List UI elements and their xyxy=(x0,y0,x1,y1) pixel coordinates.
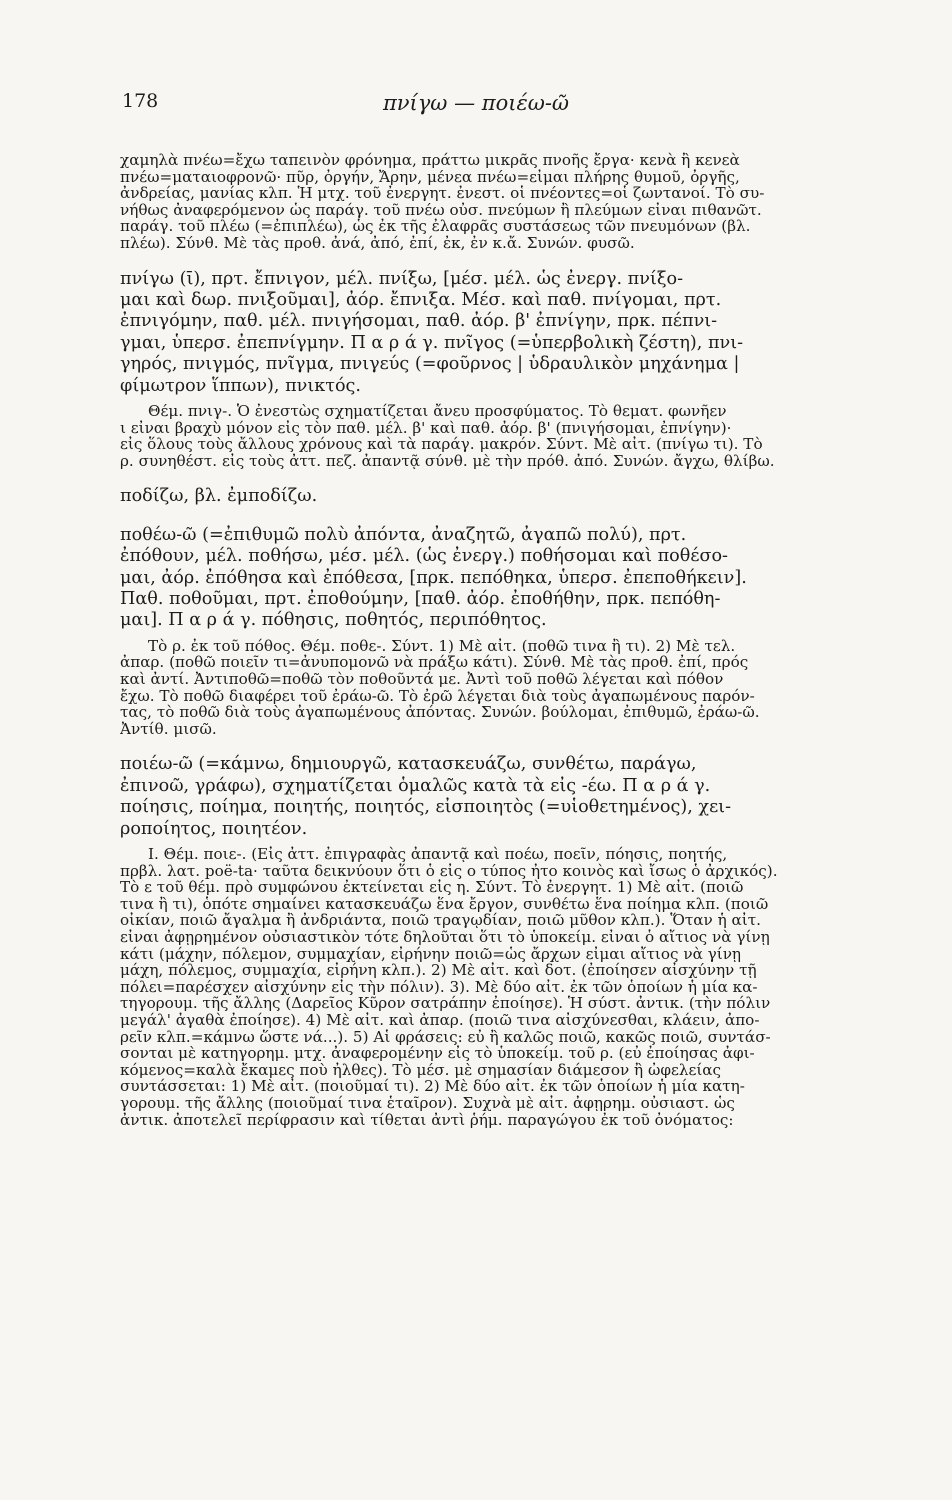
text-line: ἐπνιγόμην, παθ. μέλ. πνιγήσομαι, παθ. ἀόρ. β' ἐπνίγην, πρκ. πέπνι- xyxy=(120,311,718,332)
text-line: ἀντικ. ἀποτελεῖ περίφρασιν καὶ τίθεται ἀντὶ ῥήμ. παραγώγου ἐκ τοῦ ὀνόματος: xyxy=(120,1111,734,1129)
text-line: ρεῖν κλπ.=κάμνω ὥστε νά...). 5) Αἱ φράσεις: εὖ ἢ καλῶς ποιῶ, κακῶς ποιῶ, συντάσ- xyxy=(120,1028,771,1046)
entry-notes-poieo xyxy=(120,846,836,1128)
text-line: σονται μὲ κατηγορημ. μτχ. ἀναφερομένην εἰς τὸ ὑποκείμ. τοῦ ρ. (εὖ ἐποίησας ἀφι- xyxy=(120,1045,755,1062)
text-line: καὶ ἀντί. Ἀντιποθῶ=ποθῶ τὸν ποθοῦντά με. Ἀντὶ τοῦ ποθῶ λέγεται καὶ πόθον xyxy=(120,671,724,688)
text-line: ρ. συνηθέστ. εἰς τοὺς ἀττ. πεζ. ἀπαντᾷ σύνθ. μὲ τὴν πρόθ. ἀπό. Συνών. ἄγχω, θλίβω. xyxy=(120,452,775,470)
text-line: πρβλ. λατ. poë-ta· ταῦτα δεικνύουν ὅτι ὁ εἰς ο τύπος ἦτο κοινὸς καὶ ἴσως ὁ ἀρχικός). xyxy=(120,862,778,880)
text-line: μεγάλ' ἀγαθὰ ἐποίησε). 4) Μὲ αἰτ. καὶ ἀπαρ. (ποιῶ τινα αἰσχύνεσθαι, κλάειν, ἀπο- xyxy=(120,1011,760,1029)
text-line: γηρός, πνιγμός, πνῖγμα, πνιγεύς (=φοῦρνος | ὑδραυλικὸν μηχάνημα | xyxy=(120,354,740,375)
text-line: μαι καὶ δωρ. πνιξοῦμαι], ἀόρ. ἔπνιξα. Μέσ. καὶ παθ. πνίγομαι, πρτ. xyxy=(120,289,722,310)
text-line: ποίησις, ποίημα, ποιητής, ποιητός, εἰσποιητὸς (=υἱοθετημένος), χει- xyxy=(120,797,732,818)
text-line: ἀνδρείας, μανίας κλπ. Ἡ μτχ. τοῦ ἐνεργητ. ἐνεστ. οἱ πνέοντες=οἱ ζωντανοί. Τὸ συ- xyxy=(120,185,765,202)
text-line: Ἀντίθ. μισῶ. xyxy=(120,720,217,738)
text-line: ροποίητος, ποιητέον. xyxy=(120,818,308,839)
text-line: μάχη, πόλεμος, συμμαχία, εἰρήνη κλπ.). 2) Μὲ αἰτ. καὶ δοτ. (ἐποίησεν αἰσχύνην τῇ xyxy=(120,962,757,979)
text-line: φίμωτρον ἵππων), πνικτός. xyxy=(120,375,361,396)
text-line: τας, τὸ ποθῶ διὰ τοὺς ἀγαπωμένους ἀπόντας. Συνών. βούλομαι, ἐπιθυμῶ, ἐράω-ῶ. xyxy=(120,704,760,721)
text-line: Παθ. ποθοῦμαι, πρτ. ἐποθούμην, [παθ. ἀόρ. ἐποθήθην, πρκ. πεπόθη- xyxy=(120,589,721,609)
text-line: ἀπαρ. (ποθῶ ποιεῖν τι=ἀνυπομονῶ νὰ πράξω κάτι). Σύνθ. Μὲ τὰς προθ. ἐπί, πρός xyxy=(120,654,749,671)
text-line: εἶναι ἀφῃρημένον οὐσιαστικὸν τότε δηλοῦται ὅτι τὸ ὑποκείμ. εἶναι ὁ αἴτιος νὰ γίνῃ xyxy=(120,928,770,946)
page-number: 178 xyxy=(122,90,159,112)
text-line: Τὸ ε τοῦ θέμ. πρὸ συμφώνου ἐκτείνεται εἰς η. Σύντ. Τὸ ἐνεργητ. 1) Μὲ αἰτ. (ποιῶ xyxy=(120,879,744,896)
text-line: κόμενος=καλὰ ἔκαμες ποὺ ἦλθες). Τὸ μέσ. μὲ σημασίαν διάμεσον ἢ ὠφελείας xyxy=(120,1061,722,1079)
text-line: οἰκίαν, ποιῶ ἄγαλμα ἢ ἀνδριάντα, ποιῶ τραγῳδίαν, ποιῶ μῦθον κλπ.). Ὅταν ἡ αἰτ. xyxy=(120,912,761,929)
text-line: παράγ. τοῦ πλέω (=ἐπιπλέω), ὡς ἐκ τῆς ἐλαφρᾶς συστάσεως τῶν πνευμόνων (βλ. xyxy=(120,218,751,235)
entry-notes-pneo xyxy=(120,152,836,252)
text-line: ποδίζω, βλ. ἐμποδίζω. xyxy=(120,486,318,507)
entry-potheo xyxy=(120,525,836,632)
entry-poieo xyxy=(120,754,836,840)
text-line: Ι. Θέμ. ποιε-. (Εἰς ἀττ. ἐπιγραφὰς ἀπαντᾷ καὶ ποέω, ποεῖν, πόησις, ποητής, xyxy=(148,846,728,863)
text-line: πνίγω (ῑ), πρτ. ἔπνιγον, μέλ. πνίξω, [μέσ. μέλ. ὡς ἐνεργ. πνίξο- xyxy=(120,268,684,289)
text-line: ἐπόθουν, μέλ. ποθήσω, μέσ. μέλ. (ὡς ἐνεργ.) ποθήσομαι καὶ ποθέσο- xyxy=(120,546,728,567)
text-line: γμαι, ὑπερσ. ἐπεπνίγμην. Π α ρ ά γ. πνῖγος (=ὑπερβολικὴ ζέστη), πνι- xyxy=(120,332,744,353)
text-line: μαι, ἀόρ. ἐπόθησα καὶ ἐπόθεσα, [πρκ. πεπόθηκα, ὑπερσ. ἐπεποθήκειν]. xyxy=(120,567,747,588)
page-body xyxy=(120,152,836,1128)
text-line: ποιέω-ῶ (=κάμνω, δημιουργῶ, κατασκευάζω, συνθέτω, παράγω, xyxy=(120,754,697,775)
text-line: εἰς ὅλους τοὺς ἄλλους χρόνους καὶ τὰ παράγ. μακρόν. Σύντ. Μὲ αἰτ. (πνίγω τι). Τὸ xyxy=(120,436,763,453)
text-line: ι εἶναι βραχὺ μόνον εἰς τὸν παθ. μέλ. β' καὶ παθ. ἀόρ. β' (πνιγήσομαι, ἐπνίγην)· xyxy=(120,419,732,437)
entry-pnigo xyxy=(120,269,836,397)
text-line: ἔχω. Τὸ ποθῶ διαφέρει τοῦ ἐράω-ῶ. Τὸ ἐρῶ λέγεται διὰ τοὺς ἀγαπωμένους παρόν- xyxy=(120,687,755,705)
text-line: Θέμ. πνιγ-. Ὁ ἐνεστὼς σχηματίζεται ἄνευ προσφύματος. Τὸ θεματ. φωνῆεν xyxy=(148,403,727,420)
entry-notes-pnigo xyxy=(120,403,836,469)
text-line: πόλει=παρέσχεν αἰσχύνην εἰς τὴν πόλιν). 3). Μὲ δύο αἰτ. ἐκ τῶν ὁποίων ἡ μία κα- xyxy=(120,978,758,996)
running-head: πνίγω — ποιέω-ῶ xyxy=(382,91,570,115)
text-line: πλέω). Σύνθ. Μὲ τὰς προθ. ἀνά, ἀπό, ἐπί, ἐκ, ἐν κ.ἄ. Συνών. φυσῶ. xyxy=(120,234,635,252)
text-line: μαι]. Π α ρ ά γ. πόθησις, ποθητός, περιπόθητος. xyxy=(120,610,547,631)
text-line: τινα ἢ τι), ὁπότε σημαίνει κατασκευάζω ἕνα ἔργον, συνθέτω ἕνα ποίημα κλπ. (ποιῶ xyxy=(120,895,769,913)
text-line: Τὸ ρ. ἐκ τοῦ πόθος. Θέμ. ποθε-. Σύντ. 1) Μὲ αἰτ. (ποθῶ τινα ἢ τι). 2) Μὲ τελ. xyxy=(148,637,736,655)
text-line: ἐπινοῶ, γράφω), σχηματίζεται ὁμαλῶς κατὰ τὰ εἰς -έω. Π α ρ ά γ. xyxy=(120,775,711,796)
text-line: συντάσσεται: 1) Μὲ αἰτ. (ποιοῦμαί τι). 2) Μὲ δύο αἰτ. ἐκ τῶν ὁποίων ἡ μία κατη- xyxy=(120,1078,745,1095)
text-line: χαμηλὰ πνέω=ἔχω ταπεινὸν φρόνημα, πράττω μικρᾶς πνοῆς ἔργα· κενὰ ἢ κενεὰ xyxy=(120,152,740,169)
entry-notes-potheo xyxy=(120,638,836,738)
text-line: ποθέω-ῶ (=ἐπιθυμῶ πολὺ ἀπόντα, ἀναζητῶ, ἀγαπῶ πολύ), πρτ. xyxy=(120,524,687,545)
text-line: πνέω=ματαιοφρονῶ· πῦρ, ὀργήν, Ἄρην, μένεα πνέω=εἶμαι πλήρης θυμοῦ, ὀργῆς, xyxy=(120,168,740,186)
text-line: κάτι (μάχην, πόλεμον, συμμαχίαν, εἰρήνην ποιῶ=ὡς ἄρχων εἶμαι αἴτιος νὰ γίνῃ xyxy=(120,945,742,963)
text-line: νήθως ἀναφερόμενον ὡς παράγ. τοῦ πνέω οὐσ. πνεύμων ἢ πλεύμων εἶναι πιθανῶτ. xyxy=(120,201,762,219)
text-line: γορουμ. τῆς ἄλλης (ποιοῦμαί τινα ἑταῖρον). Συχνὰ μὲ αἰτ. ἀφῃρημ. οὐσιαστ. ὡς xyxy=(120,1094,735,1112)
text-line: τηγορουμ. τῆς ἄλλης (Δαρεῖος Κῦρον σατράπην ἐποίησε). Ἡ σύστ. ἀντικ. (τὴν πόλιν xyxy=(120,995,771,1012)
entry-podizo xyxy=(120,486,836,507)
